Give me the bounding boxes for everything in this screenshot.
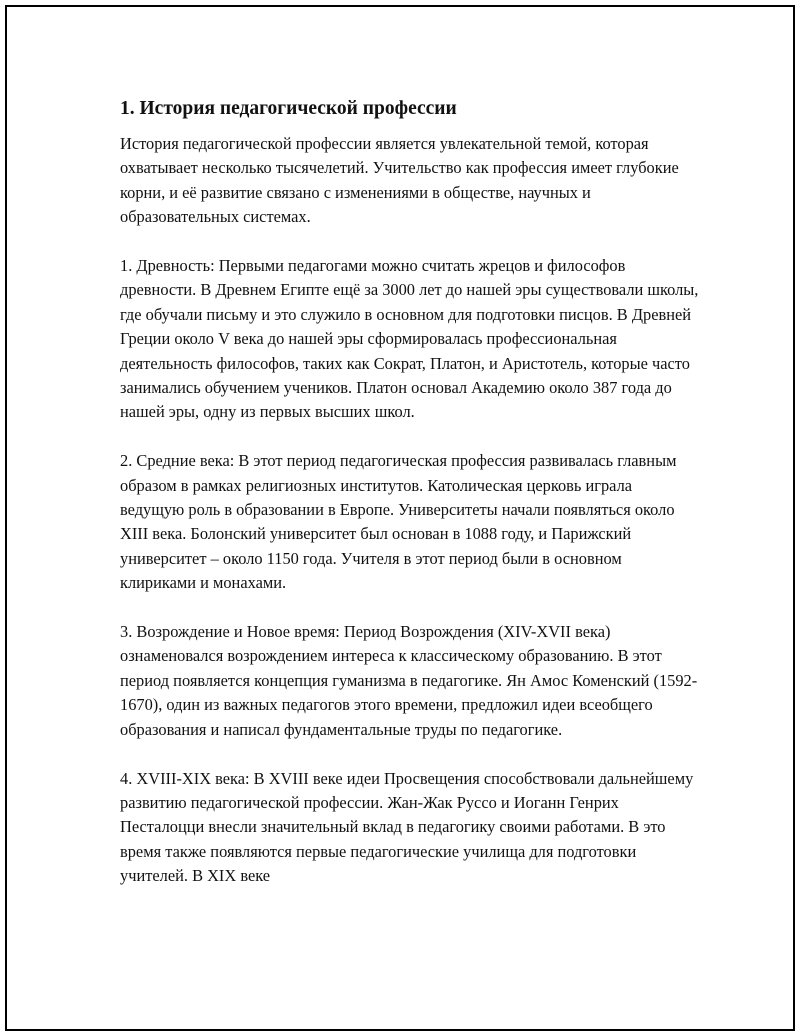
paragraph-antiquity: 1. Древность: Первыми педагогами можно считать жрецов и философов древности. В Древнем Египте ещё за 3000 лет до нашей эры существовали школы, где обучали письму и это служило в основном для подготовки писцов. В Древней Греции около V века до нашей эры сформировалась профессиональная деятельность философов, таких как Сократ, Платон, и Аристотель, которые часто занимались обучением учеников. Платон основал Академию около 387 года до нашей эры, одну из первых высших школ. [120,256,699,422]
document-body [120,97,700,913]
page-frame [5,5,795,1031]
paragraph-18-19-centuries: 4. XVIII-XIX века: В XVIII веке идеи Просвещения способствовали дальнейшему развитию педагогической профессии. Жан-Жак Руссо и Иоганн Генрих Песталоцци внесли значительный вклад в педагогику своими работами. В это время также появляются первые педагогические училища для подготовки учителей. В XIX веке [120,768,694,886]
section-heading: 1. История педагогической профессии [120,98,457,119]
paragraph-intro: История педагогической профессии является увлекательной темой, которая охватывает несколько тысячелетий. Учительство как профессия имеет глубокие корни, и её развитие связано с изменениями в обществе, научных и образовательных системах. [120,134,679,227]
paragraph-middle-ages: 2. Средние века: В этот период педагогическая профессия развивалась главным образом в рамках религиозных институтов. Католическая церковь играла ведущую роль в образовании в Европе. Университеты начали появляться около XIII века. Болонский университет был основан в 1088 году, и Парижский университет – около 1150 года. Учителя в этот период были в основном клириками и монахами. [120,451,677,593]
paragraph-renaissance: 3. Возрождение и Новое время: Период Возрождения (XIV-XVII века) ознаменовался возрождением интереса к классическому образованию. В этот период появляется концепция гуманизма в педагогике. Ян Амос Коменский (1592-1670), один из важных педагогов этого времени, предложил идеи всеобщего образования и написал фундаментальные труды по педагогике. [120,622,698,739]
